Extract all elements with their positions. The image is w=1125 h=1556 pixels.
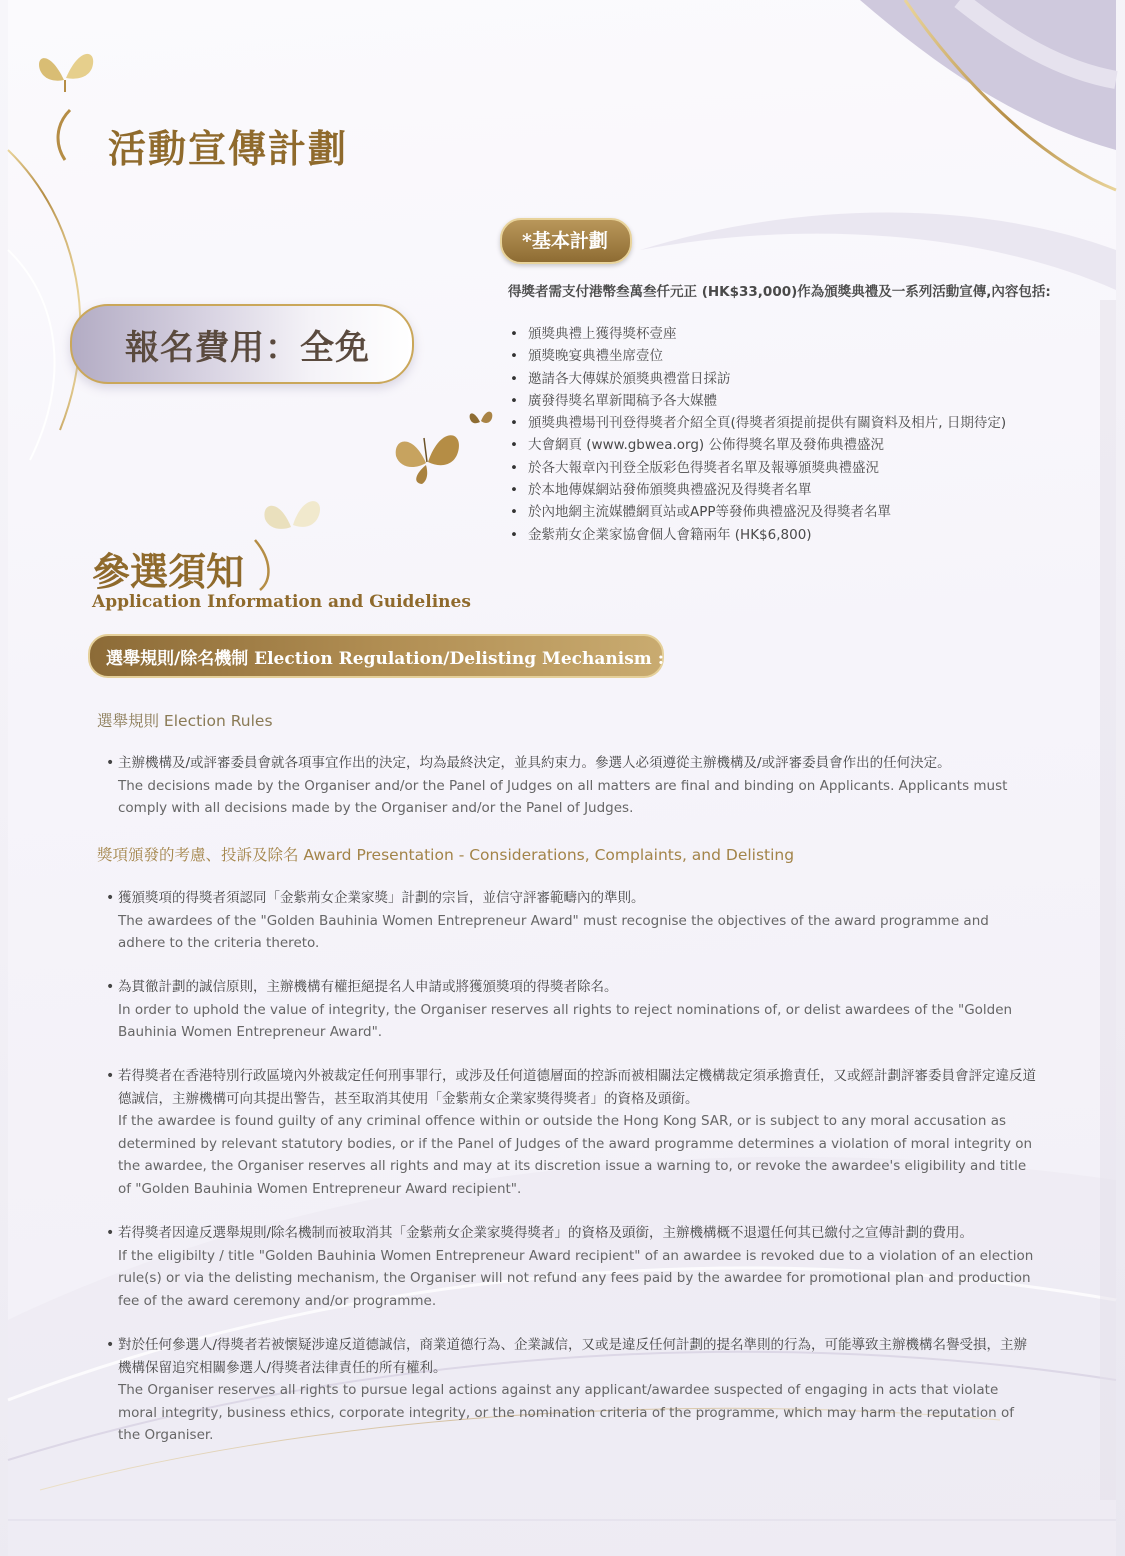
list-item: • 邀請各大傳媒於頒獎典禮當日採訪 xyxy=(510,370,731,387)
list-item: • 廣發得獎名單新聞稿予各大媒體 xyxy=(510,392,717,409)
award-text-zh: • 為貫徹計劃的誠信原則，主辦機構有權拒絕提名人申請或將獲頒獎項的得獎者除名。 xyxy=(106,976,1036,999)
butterfly-icon xyxy=(466,404,496,432)
butterfly-icon xyxy=(30,40,100,95)
rule-text-zh: • 主辦機構及/或評審委員會就各項事宜作出的決定，均為最終決定，並具約束力。參選人必須遵從主辦機構及/或評審委員會作出的任何決定。 xyxy=(106,752,1036,775)
page-title: 活動宣傳計劃 xyxy=(108,126,349,171)
award-text-zh: • 若得獎者因違反選舉規則/除名機制而被取消其「金紫荊女企業家獎得獎者」的資格及頭銜，主辦機構概不退還任何其已繳付之宣傳計劃的費用。 xyxy=(106,1222,1036,1245)
award-text-en: The awardees of the "Golden Bauhinia Women Entrepreneur Award" must recognise the objectives of the award programme and adhere to the criteria thereto. xyxy=(118,912,989,951)
list-item: • 頒獎晚宴典禮坐席壹位 xyxy=(510,348,663,365)
award-text-en: The Organiser reserves all rights to pursue legal actions against any applicant/awardee suspected of engaging in acts that violate moral integrity, business ethics, corporate integrity, or the nomination criteria of the programme, which may harm the reputation of the Organiser. xyxy=(118,1382,1015,1443)
list-item: • 於內地網主流媒體網頁站或APP等發佈典禮盛況及得獎者名單 xyxy=(510,504,892,521)
list-item: • 金紫荊女企業家協會個人會籍兩年 (HK$6,800) xyxy=(510,526,812,543)
list-item: • 頒獎典禮上獲得獎杯壹座 xyxy=(510,326,677,342)
rule-item xyxy=(106,752,1036,820)
award-text-zh: • 對於任何參選人/得獎者若被懷疑涉違反道德誠信，商業道德行為、企業誠信，又或是違反任何計劃的提名準則的行為，可能導致主辦機構名譽受損，主辦機構保留追究相關參選人/得獎者法律責任的所有權利。 xyxy=(106,1334,1036,1379)
basic-plan-intro: 得獎者需支付港幣叁萬叁仟元正 (HK$33,000)作為頒獎典禮及一系列活動宣傳,內容包括: xyxy=(508,284,1051,300)
section-title: 參選須知 xyxy=(92,549,245,594)
award-item xyxy=(106,1334,1036,1447)
award-text-zh: • 若得獎者在香港特別行政區境內外被裁定任何刑事罪行，或涉及任何道德層面的控訴而被相關法定機構裁定須承擔責任，又或經計劃評審委員會評定違反道德誠信，主辦機構可向其提出警告，甚至取消其使用「金紫荊女企業家獎得獎者」的資格及頭銜。 xyxy=(106,1065,1036,1110)
basic-plan-list xyxy=(510,323,1006,546)
award-text-zh: • 獲頒獎項的得獎者須認同「金紫荊女企業家獎」計劃的宗旨，並信守評審範疇內的準則。 xyxy=(106,887,1036,910)
award-item xyxy=(106,887,1036,955)
election-rules-heading: 選舉規則 Election Rules xyxy=(97,712,273,730)
butterfly-icon xyxy=(255,485,335,545)
fee-label: 報名費用：全免 xyxy=(125,328,370,368)
butterfly-icon xyxy=(388,418,468,488)
list-item: • 大會網頁 (www.gbwea.org) 公佈得獎名單及發佈典禮盛況 xyxy=(510,437,884,454)
award-text-en: If the eligibilty / title "Golden Bauhinia Women Entrepreneur Award recipient" of an awardee is revoked due to a violation of an election rule(s) or via the delisting mechanism, the Organiser will not refund any fees paid by the awardee for promotional plan and production fee of the award ceremony and/or programme. xyxy=(118,1247,1034,1309)
list-item: • 於本地傳媒網站發佈頒獎典禮盛況及得獎者名單 xyxy=(510,482,812,499)
basic-plan-badge-label: *基本計劃 xyxy=(522,230,608,252)
regulation-banner-label: 選舉規則/除名機制 Election Regulation/Delisting Mechanism : xyxy=(106,649,664,669)
rule-text-en: The decisions made by the Organiser and/or the Panel of Judges on all matters are final and binding on Applicants. Applicants must comply with all decisions made by the Organiser and/or the Panel of Judges. xyxy=(118,777,1008,816)
section-subtitle: Application Information and Guidelines xyxy=(92,592,471,612)
award-item xyxy=(106,976,1036,1044)
award-item xyxy=(106,1065,1036,1200)
award-item xyxy=(106,1222,1036,1312)
list-item: • 頒獎典禮場刊刊登得獎者介紹全頁(得獎者須提前提供有關資料及相片, 日期待定) xyxy=(510,415,1007,432)
award-text-en: If the awardee is found guilty of any criminal offence within or outside the Hong Kong SAR, or is subject to any moral accusation as determined by relevant statutory bodies, or if the Panel of Judges of the award programme determines a violation of moral integrity on the awardee, the Organiser reserves all rights and may at its discretion issue a warning to, or revoke the awardee's eligibility and title of "Golden Bauhinia Women Entrepreneur Award recipient". xyxy=(118,1113,1033,1197)
award-heading: 獎項頒發的考慮、投訴及除名 Award Presentation - Considerations, Complaints, and Delisting xyxy=(97,846,795,864)
award-text-en: In order to uphold the value of integrity, the Organiser reserves all rights to reject nominations of, or delist awardees of the "Golden Bauhinia Women Entrepreneur Award". xyxy=(118,1001,1013,1040)
list-item: • 於各大報章內刊登全版彩色得獎者名單及報導頒獎典禮盛況 xyxy=(510,459,879,476)
